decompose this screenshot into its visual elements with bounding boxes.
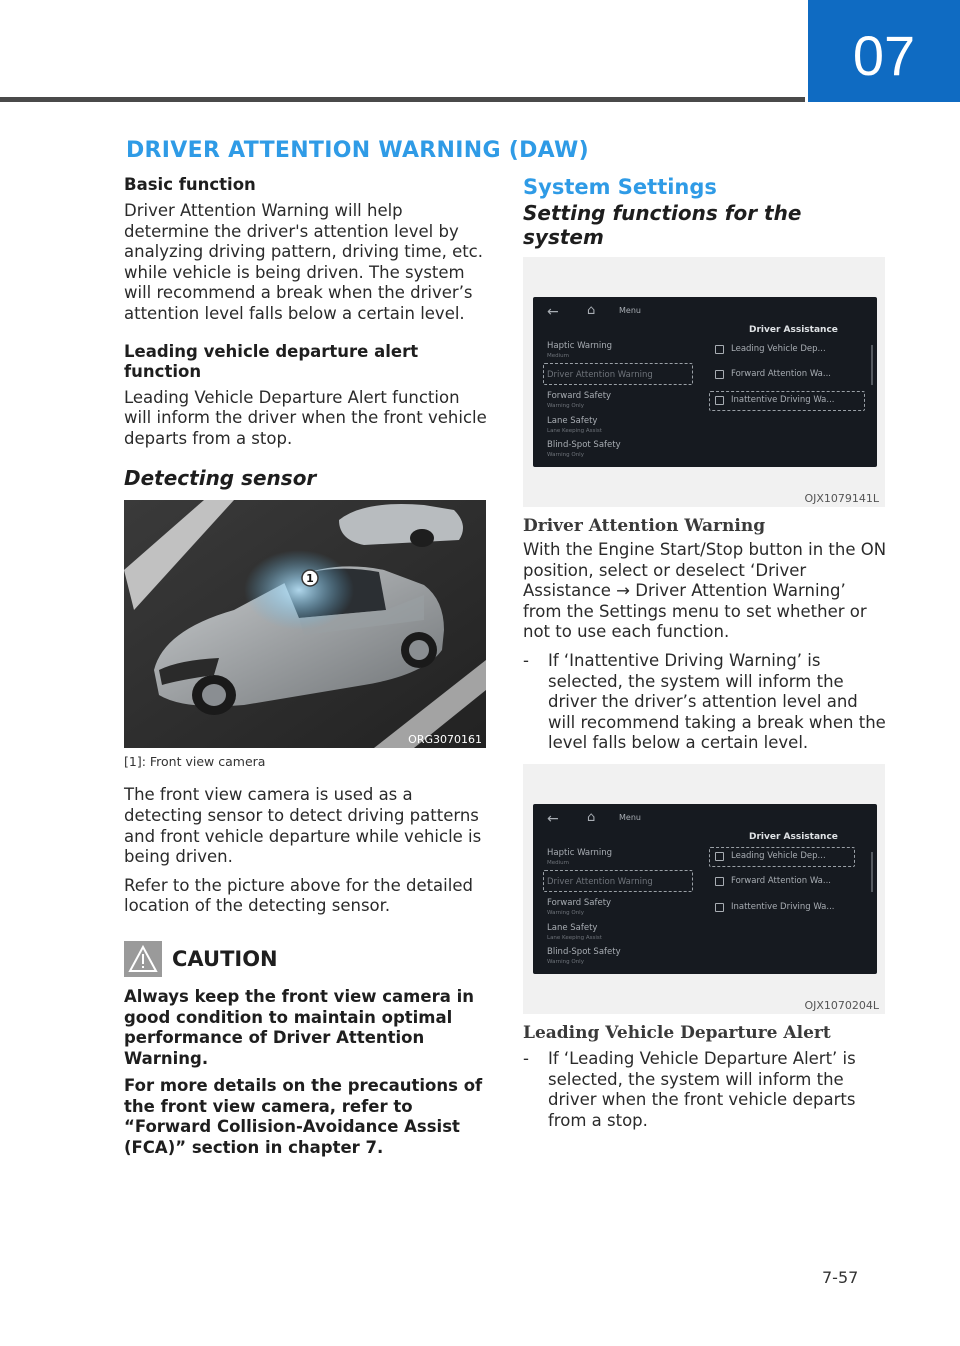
menu-item-lane: Lane Safety	[547, 922, 598, 933]
settings-screen-1	[523, 257, 885, 507]
daw-text: With the Engine Start/Stop button in the ON position, select or deselect ‘Driver Assistance → Driver Attention Warning’ from the Settings menu to set whether or not to use each function.	[523, 540, 887, 642]
back-arrow-icon: ←	[547, 304, 559, 320]
leading-vehicle-text: Leading Vehicle Departure Alert function will inform the driver when the front vehicle departs from a stop.	[124, 387, 487, 448]
menu-sub-haptic: Medium	[547, 859, 569, 866]
daw-bullet-text: If ‘Inattentive Driving Warning’ is selected, the system will inform the driver the driver’s attention level and will recommend taking a break when the level falls below a certain level.	[548, 650, 886, 753]
lvda-heading: Leading Vehicle Departure Alert	[523, 1022, 831, 1043]
menu-item-blindspot: Blind-Spot Safety	[547, 440, 621, 450]
panel-title: Driver Assistance	[749, 325, 838, 335]
scrollbar	[871, 345, 873, 385]
bullet-dash: -	[523, 1048, 529, 1068]
car-illustration	[124, 500, 486, 748]
menu-sub-haptic: Medium	[547, 353, 569, 359]
panel-title: Driver Assistance	[749, 831, 838, 842]
checkbox-icon	[715, 396, 724, 405]
menu-sub-blindspot: Warning Only	[547, 958, 584, 965]
chapter-tab	[808, 0, 960, 102]
menu-item-haptic: Haptic Warning	[547, 341, 613, 351]
caution-header	[124, 941, 488, 977]
chapter-number: 07	[852, 23, 916, 87]
header-rule	[0, 97, 805, 102]
menu-item-forward: Forward Safety	[547, 897, 612, 908]
caution-label: CAUTION	[172, 946, 278, 971]
figure-code: ORG3070161	[408, 733, 482, 747]
option-leading: Leading Vehicle Dep...	[731, 344, 826, 354]
system-settings-heading: System Settings	[523, 175, 717, 199]
warning-icon	[124, 941, 162, 977]
menu-item-forward: Forward Safety	[547, 391, 612, 401]
screen-display	[533, 804, 877, 974]
checkbox-icon	[715, 877, 724, 886]
menu-item-lane: Lane Safety	[547, 416, 598, 426]
settings-screen-2	[523, 764, 885, 1014]
checkbox-icon	[715, 370, 724, 379]
figure-caption: [1]: Front view camera	[124, 754, 266, 770]
menu-sub-blindspot: Warning Only	[547, 452, 584, 458]
option-leading: Leading Vehicle Dep...	[731, 850, 826, 861]
detecting-sensor-heading: Detecting sensor	[124, 466, 317, 491]
lvda-bullet-text: If ‘Leading Vehicle Departure Alert’ is selected, the system will inform the driver when the front vehicle departs from a stop.	[548, 1048, 856, 1130]
bullet-dash: -	[523, 650, 529, 670]
menu-label: Menu	[619, 812, 641, 822]
option-inattentive: Inattentive Driving Wa...	[731, 901, 835, 912]
screen-display	[533, 297, 877, 467]
camera-callout-number: 1	[306, 572, 314, 586]
scrollbar	[871, 852, 873, 892]
menu-item-daw: Driver Attention Warning	[547, 876, 653, 887]
setting-functions-heading: Setting functions for the system	[523, 201, 802, 249]
option-inattentive: Inattentive Driving Wa...	[731, 395, 835, 405]
leading-vehicle-heading: Leading vehicle departure alert function	[124, 341, 419, 381]
camera-description: The front view camera is used as a detecting sensor to detect driving patterns and front vehicle departure while vehicle is being driven.	[124, 785, 482, 867]
menu-sub-lane: Lane Keeping Assist	[547, 934, 602, 941]
menu-sub-forward: Warning Only	[547, 403, 584, 409]
checkbox-icon	[715, 345, 724, 354]
car-camera-figure	[124, 500, 486, 748]
back-arrow-icon: ←	[547, 810, 559, 827]
page-number: 7-57	[822, 1268, 859, 1287]
option-forward: Forward Attention Wa...	[731, 875, 831, 886]
menu-label: Menu	[619, 306, 641, 315]
home-icon: ⌂	[587, 809, 596, 825]
menu-item-daw: Driver Attention Warning	[547, 370, 653, 380]
basic-function-text: Driver Attention Warning will help determine the driver's attention level by analyzing driving pattern, driving time, etc. while vehicle is being driven. The system will recommend a break when the driver’s attention level falls below a certain level.	[124, 201, 484, 323]
daw-bullet	[523, 651, 887, 754]
caution-text-2: For more details on the precautions of the front view camera, refer to “Forward Collision-Avoidance Assist (FCA)” section in chapter 7.	[124, 1076, 483, 1158]
menu-sub-lane: Lane Keeping Assist	[547, 428, 602, 434]
refer-text: Refer to the picture above for the detailed location of the detecting sensor.	[124, 875, 473, 916]
right-column	[523, 175, 887, 1131]
menu-item-blindspot: Blind-Spot Safety	[547, 946, 621, 957]
menu-item-haptic: Haptic Warning	[547, 847, 613, 858]
caution-text-1: Always keep the front view camera in good condition to maintain optimal performance of Driver Attention Warning.	[124, 986, 474, 1068]
section-title: DRIVER ATTENTION WARNING (DAW)	[126, 138, 589, 163]
checkbox-icon	[715, 852, 724, 861]
daw-heading: Driver Attention Warning	[523, 516, 766, 536]
option-forward: Forward Attention Wa...	[731, 369, 831, 379]
menu-sub-forward: Warning Only	[547, 909, 584, 916]
left-column	[124, 175, 488, 1159]
lvda-bullet	[523, 1049, 887, 1131]
home-icon: ⌂	[587, 303, 596, 318]
basic-function-heading: Basic function	[124, 175, 256, 194]
checkbox-icon	[715, 903, 724, 912]
screen-code: OJX1079141L	[804, 492, 879, 505]
screen-code: OJX1070204L	[804, 998, 879, 1012]
